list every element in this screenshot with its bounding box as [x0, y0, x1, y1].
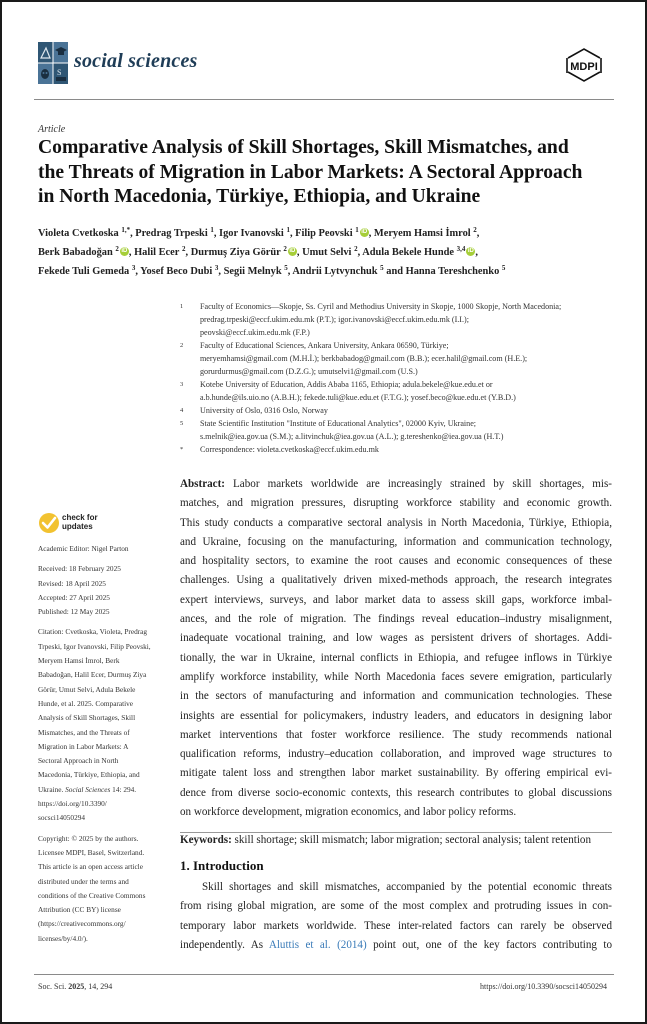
journal-abbrev: Soc. Sci. [38, 982, 67, 991]
abstract-line: qualification reforms, industry–education collaboration, and improved wage structures to [180, 748, 612, 761]
citation-text: Ukraine. [38, 784, 66, 794]
mdpi-logo-icon [564, 46, 604, 84]
abstract-label: Abstract: [180, 478, 225, 490]
author[interactable]: Hanna Tereshchenko [405, 266, 500, 278]
author[interactable]: Adula Bekele Hunde [362, 247, 454, 259]
footer-divider [34, 974, 614, 975]
affiliation-number: 3 [180, 381, 184, 388]
citation-year-link[interactable]: (2014) [337, 938, 367, 951]
abstract-line: on workforce development, migration economics, and labor policy reforms. [180, 806, 517, 819]
affiliation-ref: 3 [131, 264, 136, 273]
academic-editor-text: Academic Editor: Nigel Parton [38, 544, 129, 553]
orcid-icon[interactable]: iD [467, 248, 474, 255]
article-sidebar [38, 510, 166, 946]
affiliation-4 [180, 404, 620, 417]
abstract-line: market interventions that foster workforce resilience. The study recommends national [180, 728, 612, 741]
copyright-line: This article is an open access article [38, 862, 143, 872]
affiliation-ref: 1,* [121, 226, 131, 234]
abstract-text: Labor markets worldwide are increasingly strained by skill shortages, mis- [224, 478, 612, 490]
affiliation-emails[interactable]: gorurdurmus@gmail.com (D.Z.G.); umutselvi1@gmail.com (U.S.) [200, 367, 418, 376]
affiliation-text: University of Oslo, 0316 Oslo, Norway [200, 406, 328, 415]
author[interactable]: Igor Ivanovski [219, 228, 284, 239]
check-line-2: updates [62, 522, 93, 531]
footer-doi-link[interactable]: https://doi.org/10.3390/socsci14050294 [480, 982, 607, 991]
footer-volume-page: , 14, 294 [84, 982, 113, 991]
affiliation-ref: 1 [286, 226, 290, 234]
citation-line: Trpeski, Igor Ivanovski, Filip Peovski, [38, 641, 151, 651]
intro-line [180, 936, 612, 955]
journal-logo-icon [38, 42, 68, 84]
license-link[interactable]: (https://creativecommons.org/ [38, 919, 126, 929]
affiliation-number: 2 [180, 342, 184, 349]
abstract-line: This study conducts a comparative sectoral analysis in North Macedonia, Türkiye, Ethiopia, [180, 516, 612, 529]
orcid-icon[interactable]: iD [361, 229, 368, 235]
affiliation-ref: 2 [473, 226, 477, 234]
orcid-icon[interactable]: iD [121, 248, 128, 255]
header-divider [34, 99, 614, 100]
published-date: Published: 12 May 2025 [38, 607, 110, 617]
citation-doi-link[interactable]: socsci14050294 [38, 813, 86, 823]
citation-line: Babadoğan, Halil Ecer, Durmuş Ziya [38, 670, 147, 680]
affiliation-ref: 3,4 [456, 245, 466, 254]
abstract-line: mitigate talent loss and strengthen labor market sustainability. By offering empirical evi- [180, 767, 612, 780]
affiliation-5 [180, 417, 620, 443]
abstract-line: ances, and the role of migration. The findings reveal education–industry misalignment, [180, 613, 612, 626]
author[interactable]: Violeta Cvetkoska [38, 228, 119, 239]
section-heading-introduction: 1. Introduction [180, 858, 264, 873]
affiliation-emails[interactable]: a.b.hunde@ils.uio.no (A.B.H.); fekede.tuli@kue.edu.et (F.T.G.); yosef.beco@kue.edu.et (Y.B.D.) [200, 393, 516, 402]
intro-line: from rising global migration, are some of the most complex and protruding issues in con- [180, 900, 612, 913]
affiliation-emails[interactable]: s.melnik@iea.gov.ua (S.M.); a.litvinchuk@iea.gov.ua (A.L.); g.tereshenko@iea.gov.ua (H.T.) [200, 432, 504, 441]
page-header [38, 42, 612, 84]
check-for-updates-label [62, 513, 98, 531]
affiliation-ref: 1 [355, 226, 359, 234]
author[interactable]: Meryem Hamsi İmrol [373, 228, 471, 239]
citation-line: Migration in Labor Markets: A [38, 741, 129, 751]
author[interactable]: Filip Peovski [295, 228, 353, 239]
copyright-line: Attribution (CC BY) license [38, 905, 121, 915]
citation-line: Hunde, et al. 2025. Comparative [38, 698, 134, 708]
article-type: Article [38, 124, 66, 135]
citation-link-aluttis[interactable]: Aluttis et al. [268, 938, 331, 951]
svg-text:MDPI: MDPI [570, 61, 598, 73]
keywords-text: skill shortage; skill mismatch; labor migration; sectoral analysis; talent retention [231, 834, 592, 847]
license-link[interactable]: licenses/by/4.0/). [38, 933, 88, 943]
abstract-line: dence from diverse socio-economic contexts, this research contributes to global discussions [180, 786, 612, 799]
keywords [180, 831, 612, 850]
affiliation-ref: 5 [284, 264, 288, 273]
abstract-line: in the sectors of manufacturing and information and communication technologies. These [180, 690, 612, 703]
affiliation-number: 5 [180, 420, 184, 427]
check-line-1: check for [62, 513, 98, 522]
citation-line: Görür, Umut Selvi, Adula Bekele [38, 684, 136, 694]
author-line: Berk Babadoğan $^2$ iD , Halil Ecer $^2$, Durmuş Ziya Görür $^2$ iD , Umut Selvi $^2$, Adula Bekele Hunde $^{3,4}$ iD , [38, 245, 478, 259]
author[interactable]: Predrag Trpeski [135, 228, 208, 239]
affiliation-ref: 1 [210, 226, 214, 234]
citation-line: Meryem Hamsi İmrol, Berk [38, 656, 120, 666]
copyright-line: distributed under the terms and [38, 876, 129, 886]
received-date: Received: 18 February 2025 [38, 564, 121, 574]
author[interactable]: Halil Ecer [134, 247, 180, 259]
intro-text: point out, one of the key factors contributing to [366, 938, 612, 951]
citation-line: Citation: Cvetkoska, Violeta, Predrag [38, 627, 148, 637]
abstract-divider [180, 832, 612, 833]
affiliation-text: Faculty of Economics—Skopje, Ss. Cyril and Methodius University in Skopje, 1000 Skopje, North Macedonia; [200, 302, 562, 311]
affiliation-emails[interactable]: predrag.trpeski@eccf.ukim.edu.mk (P.T.); igor.ivanovski@eccf.ukim.edu.mk (I.I.); [200, 315, 469, 324]
article-dates [38, 562, 166, 619]
check-for-updates-button[interactable] [38, 510, 166, 536]
copyright-line: Copyright: © 2025 by the authors. [38, 833, 139, 843]
author[interactable]: Andrii Lytvynchuk [292, 266, 378, 278]
footer-citation [38, 982, 112, 991]
title-line: in North Macedonia, Türkiye, Ethiopia, and Ukraine [38, 186, 481, 207]
check-for-updates-icon [38, 512, 60, 534]
citation-volume: 14: 294. [110, 784, 137, 794]
affiliation-ref: 5 [380, 264, 384, 273]
abstract-line: and Ukraine, focusing on the manufacturing, information and communication technology, [180, 535, 612, 548]
abstract-line: challenges. Using a qualitatively driven mixed-methods approach, the research integrates [180, 574, 612, 587]
copyright-line: Licensee MDPI, Basel, Switzerland. [38, 847, 145, 857]
affiliation-ref: 5 [501, 264, 506, 273]
journal-name: social sciences [74, 50, 198, 72]
copyright [38, 832, 166, 946]
author[interactable]: Durmuş Ziya Görür [190, 247, 281, 259]
affiliation-ref: 2 [283, 245, 287, 254]
title-line: Comparative Analysis of Skill Shortages, Skill Mismatches, and [38, 137, 569, 158]
affiliation-emails[interactable]: meryemhamsi@gmail.com (M.H.İ.); berkbabadog@gmail.com (B.B.); ecer.halil@gmail.com (H.E.); [200, 354, 528, 363]
accepted-date: Accepted: 27 April 2025 [38, 592, 110, 602]
affiliation-1 [180, 300, 620, 339]
affiliation-2 [180, 339, 620, 378]
affiliation-text: State Scientific Institution "Institute of Educational Analytics", 02000 Kyiv, Ukraine; [200, 419, 477, 428]
intro-line: Skill shortages and skill mismatches, accompanied by the potential economic threats [202, 881, 612, 893]
footer-year: 2025 [68, 982, 85, 991]
abstract-line: tionally, the war in Ukraine, internal conflicts in Ethiopia, and refugee inflows in Türkiye [180, 651, 612, 664]
article-title [38, 136, 618, 210]
abstract [180, 475, 612, 851]
author[interactable]: Umut Selvi [302, 247, 352, 259]
citation-line: Mismatches, and the Threats of [38, 727, 130, 737]
citation-line: Sectoral Approach in North [38, 756, 119, 766]
citation-doi-link[interactable]: https://doi.org/10.3390/ [38, 799, 107, 809]
author-line: Fekede Tuli Gemeda $^3$, Yosef Beco Dubi $^3$, Segii Melnyk $^5$, Andrii Lytvynchuk $^5$ and Hanna Tereshchenko $^5$ [38, 264, 506, 278]
affiliation-ref: 3 [214, 264, 219, 273]
citation [38, 625, 166, 825]
copyright-line: conditions of the Creative Commons [38, 890, 146, 900]
citation-line: Analysis of Skill Shortages, Skill [38, 713, 136, 723]
correspondence [180, 443, 620, 456]
affiliation-text: Faculty of Educational Sciences, Ankara University, Ankara 06590, Türkiye; [200, 341, 449, 350]
abstract-line: amplify workforce instability, while North Macedonia faces severe emigration, particularly [180, 670, 612, 683]
affiliation-ref: 2 [115, 245, 119, 254]
affiliation-ref: 2 [354, 245, 358, 254]
abstract-line: matches, and migration pressures, disrupting workforce stability and economic growth. [180, 497, 612, 510]
affiliation-number: * [180, 446, 184, 453]
correspondence-email[interactable]: Correspondence: violeta.cvetkoska@eccf.ukim.edu.mk [200, 445, 379, 454]
keywords-label: Keywords: [180, 834, 232, 847]
title-line: the Threats of Migration in Labor Markets: A Sectoral Approach [38, 161, 583, 183]
citation-line [38, 783, 166, 797]
abstract-line: insights are essential for policymakers, industry leaders, and educators in designing labor [180, 709, 612, 722]
author-line: Violeta Cvetkoska $^{1,*}$, Predrag Trpeski $^1$, Igor Ivanovski $^1$, Filip Peovski $^1$ iD , Meryem Hamsi İmrol $^2$, [38, 226, 480, 239]
affiliation-number: 1 [180, 303, 184, 310]
author[interactable]: Berk Babadoğan [38, 247, 113, 259]
affiliation-emails[interactable]: peovski@eccf.ukim.edu.mk (F.P.) [200, 328, 310, 337]
svg-text:S: S [57, 68, 62, 77]
intro-text: independently. As [180, 938, 269, 951]
citation-journal: Social Sciences [65, 784, 111, 794]
abstract-line: and hospitality sectors, to examine the root causes and economic consequences of these [180, 555, 612, 568]
affiliation-text: Kotebe University of Education, Addis Ababa 1165, Ethiopia; adula.bekele@kue.edu.et or [200, 380, 493, 389]
abstract-line: inadequate vocational training, and low wages as persistent drivers of shortages. Addi- [180, 632, 612, 645]
author[interactable]: Segii Melnyk [223, 266, 282, 278]
affiliation-number: 4 [180, 407, 184, 414]
author-list [38, 224, 613, 282]
orcid-icon[interactable]: iD [289, 248, 296, 255]
affiliation-ref: 2 [182, 245, 186, 254]
abstract-line: expert interviews, surveys, and labor market data to assess skill gaps, workforce imbal- [180, 593, 612, 606]
citation-line: Macedonia, Türkiye, Ethiopia, and [38, 770, 140, 780]
revised-date: Revised: 18 April 2025 [38, 578, 106, 588]
affiliations [180, 300, 620, 456]
intro-line: temporary labor markets worldwide. These inter-related factors can rarely be observed [180, 919, 612, 932]
abstract-line [180, 475, 612, 494]
academic-editor [38, 542, 166, 556]
author[interactable]: Fekede Tuli Gemeda [38, 266, 130, 278]
affiliation-3 [180, 378, 620, 404]
author[interactable]: Yosef Beco Dubi [140, 266, 213, 278]
introduction-body [180, 878, 612, 955]
